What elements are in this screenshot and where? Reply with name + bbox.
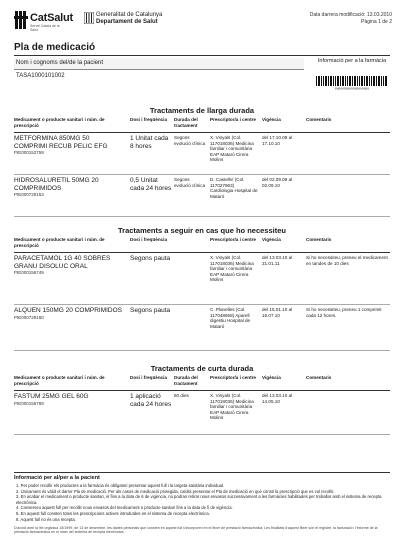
col-duration: Durada del tractament xyxy=(174,375,198,386)
col-dose: Dosi i freqüència xyxy=(130,375,168,380)
prescriber: D. Castellví (Col. 117027963) Cardiologia Hospital de Mataró xyxy=(210,177,258,199)
barcode-number: 0000000000000000000 xyxy=(334,87,370,90)
med-name: HIDROSALURETIL 50MG 20 COMPRIMIDOS PIE000729153 xyxy=(14,177,124,198)
patient-info-box xyxy=(14,472,390,522)
dose: 0,5 Unitat cada 24 hores xyxy=(130,177,172,192)
med-name: FASTUM 25MG GEL 60G PIE000156789 xyxy=(14,393,124,407)
table-header-asneeded xyxy=(14,237,390,253)
legal-footnote: D'acord amb la llei orgànica 15/1999, de 13 de desembre, les dades personals que consten en aquest full s'incorporen en el fitxer de prestació farmacèutica. Les finalitats d'aquest fitxer són el registre, la facturació i l'informe de la prestació farmacèutica en el marc del sistema de recepta electrònica. xyxy=(14,526,378,535)
med-name: ALQUEN 150MG 20 COMPRIMIDOS PIE000729150 xyxy=(14,307,122,320)
col-comment: Comentaris xyxy=(306,117,332,122)
prescriber: X. Vinyals (Col. 117018036) Medicina familiar i comunitària EAP Mataró Cirera Molins xyxy=(210,135,254,163)
last-modified-date: Data darrera modificació: 13.03.2010 xyxy=(309,12,392,18)
list-item: 4. Conserveu aquest full per recollir nous envasos del medicament o producte sanitari fins a la data de fi de vigència. xyxy=(16,505,233,511)
dose: 1 Unitat cada 8 hores xyxy=(130,135,169,150)
col-dose: Dosi i freqüència xyxy=(130,237,168,242)
table-header-long xyxy=(14,117,390,133)
catsalut-logo-icon xyxy=(14,10,28,30)
barcode-icon xyxy=(314,76,390,90)
list-item: 5. En aquest full consten totes les prescripcions actives introduïdes en el sistema de recepta electrònica. xyxy=(16,511,210,517)
patient-id: TASA1000101002 xyxy=(16,73,65,79)
prescription-code: PIE000156749 xyxy=(14,270,44,275)
med-name: METFORMINA 850MG 50 COMPRIMI RECUB PELIC EFG PIE000152759 xyxy=(14,135,124,156)
col-validity: Vigència xyxy=(262,117,281,122)
patient-name-label: Nom i cognoms del/de la pacient xyxy=(14,58,304,70)
duration: 60 dies xyxy=(174,393,189,398)
comment: Si ho necessiteu, preneu el medicament en tandes de 10 dies xyxy=(306,255,388,266)
col-dose: Dosi i freqüència xyxy=(130,117,168,122)
col-validity: Vigència xyxy=(262,375,281,380)
generalitat-line: Generalitat de Catalunya xyxy=(96,12,163,18)
section-title-long: Tractaments de llarga durada xyxy=(149,106,255,115)
prescriber: X. Vinyals (Col. 117018036) Medicina familiar i comunitària EAP Mataró Cirera Molins xyxy=(210,255,254,283)
list-item: 2. Únicament és vàlid el darrer Pla de medicació. Per als casos de medicació protegida, caldrà presentar el Pla de medicació en què consti la prescripció que es vol recollir. xyxy=(16,488,335,494)
pharmacy-info-label: Informació per a la farmàcia xyxy=(317,58,387,64)
validity: del 13.03.10 al 21.01.11 xyxy=(262,255,293,266)
table-row xyxy=(14,135,390,175)
list-item: 3. En acabar el medicament o producte sanitari, el fins a la data de 6 de vigència, no podran retirar nous envasos successivament a les farmàcies habilitades per treballar amb el sistema de recepta electrònica. xyxy=(16,494,382,505)
catsalut-logo-subtitle: Servei Català de la Salut xyxy=(30,24,60,32)
dose: Segons pauta xyxy=(130,255,171,262)
comment: Si ho necessiteu, preneu 1 comprimit cada 12 hores. xyxy=(306,307,382,318)
dose: Segons pauta xyxy=(130,307,171,314)
col-prescriber: Prescriptor/a i centre xyxy=(210,375,256,380)
page-number: Pàgina 1 de 2 xyxy=(361,19,392,25)
validity: del 02.09.09 al 02.09.10 xyxy=(262,177,293,188)
patient-box xyxy=(14,58,304,88)
col-med: Medicament o producte sanitari i núm. de prescripció xyxy=(14,117,105,128)
col-med: Medicament o producte sanitari i núm. de prescripció xyxy=(14,375,105,386)
table-row xyxy=(14,307,390,351)
prescriber: X. Vinyals (Col. 117018036) Medicina familiar i comunitària EAP Mataró Cirera Molins xyxy=(210,393,254,421)
prescription-code: PIE000729153 xyxy=(14,192,44,197)
table-header-short xyxy=(14,375,390,391)
col-comment: Comentaris xyxy=(306,237,332,242)
generalitat-emblem-icon xyxy=(84,12,94,24)
document-title: Pla de medicació xyxy=(14,42,390,56)
generalitat-text xyxy=(96,12,162,26)
col-med: Medicament o producte sanitari i núm. de prescripció xyxy=(14,237,105,248)
prescriber: C. Planelles (Col. 117048668) Aparell digestiu Hospital de Mataró xyxy=(210,307,251,329)
section-title-asneeded: Tractaments a seguir en cas que ho necessiteu xyxy=(118,226,286,235)
col-prescriber: Prescriptor/a i centre xyxy=(210,237,256,242)
col-comment: Comentaris xyxy=(306,375,332,380)
col-duration: Durada del tractament xyxy=(174,117,198,128)
patient-info-list xyxy=(14,483,390,522)
table-row xyxy=(14,177,390,217)
list-item: 1. Per poder recollir els productes a la farmàcia és obligatori presentar aquest full i la targeta sanitària individual. xyxy=(16,483,225,488)
duration: Segons evolució clínica xyxy=(174,135,206,146)
prescription-code: PIE000152759 xyxy=(14,150,44,155)
section-title-short: Tractaments de curta durada xyxy=(150,364,254,373)
header-meta xyxy=(310,12,392,26)
table-row xyxy=(14,255,390,305)
patient-info-heading: Informació per al/per a la pacient xyxy=(14,475,100,481)
prescription-code: PIE000729150 xyxy=(14,314,44,320)
validity: del 17.10.09 al 17.10.10 xyxy=(262,135,293,146)
table-row xyxy=(14,393,390,435)
duration: Segons evolució clínica xyxy=(174,177,206,188)
med-name: PARACETAMOL 1G 40 SOBRES GRANU DISOLUC ORAL PIE000156749 xyxy=(14,255,124,276)
department-line: Departament de Salut xyxy=(96,19,158,25)
catsalut-logo-text: CatSalut xyxy=(30,12,74,24)
col-prescriber: Prescriptor/a i centre xyxy=(210,117,256,122)
document-header xyxy=(14,10,392,40)
document-page xyxy=(10,6,394,543)
dose: 1 aplicació cada 24 hores xyxy=(130,393,172,408)
validity: del 15.01.10 al 15.07.10 xyxy=(262,307,293,318)
validity: del 13.03.10 al 14.05.10 xyxy=(262,393,293,404)
col-validity: Vigència xyxy=(262,237,281,242)
list-item: 6. Aquest full no és una recepta. xyxy=(16,516,76,522)
prescription-code: PIE000156789 xyxy=(14,400,44,406)
